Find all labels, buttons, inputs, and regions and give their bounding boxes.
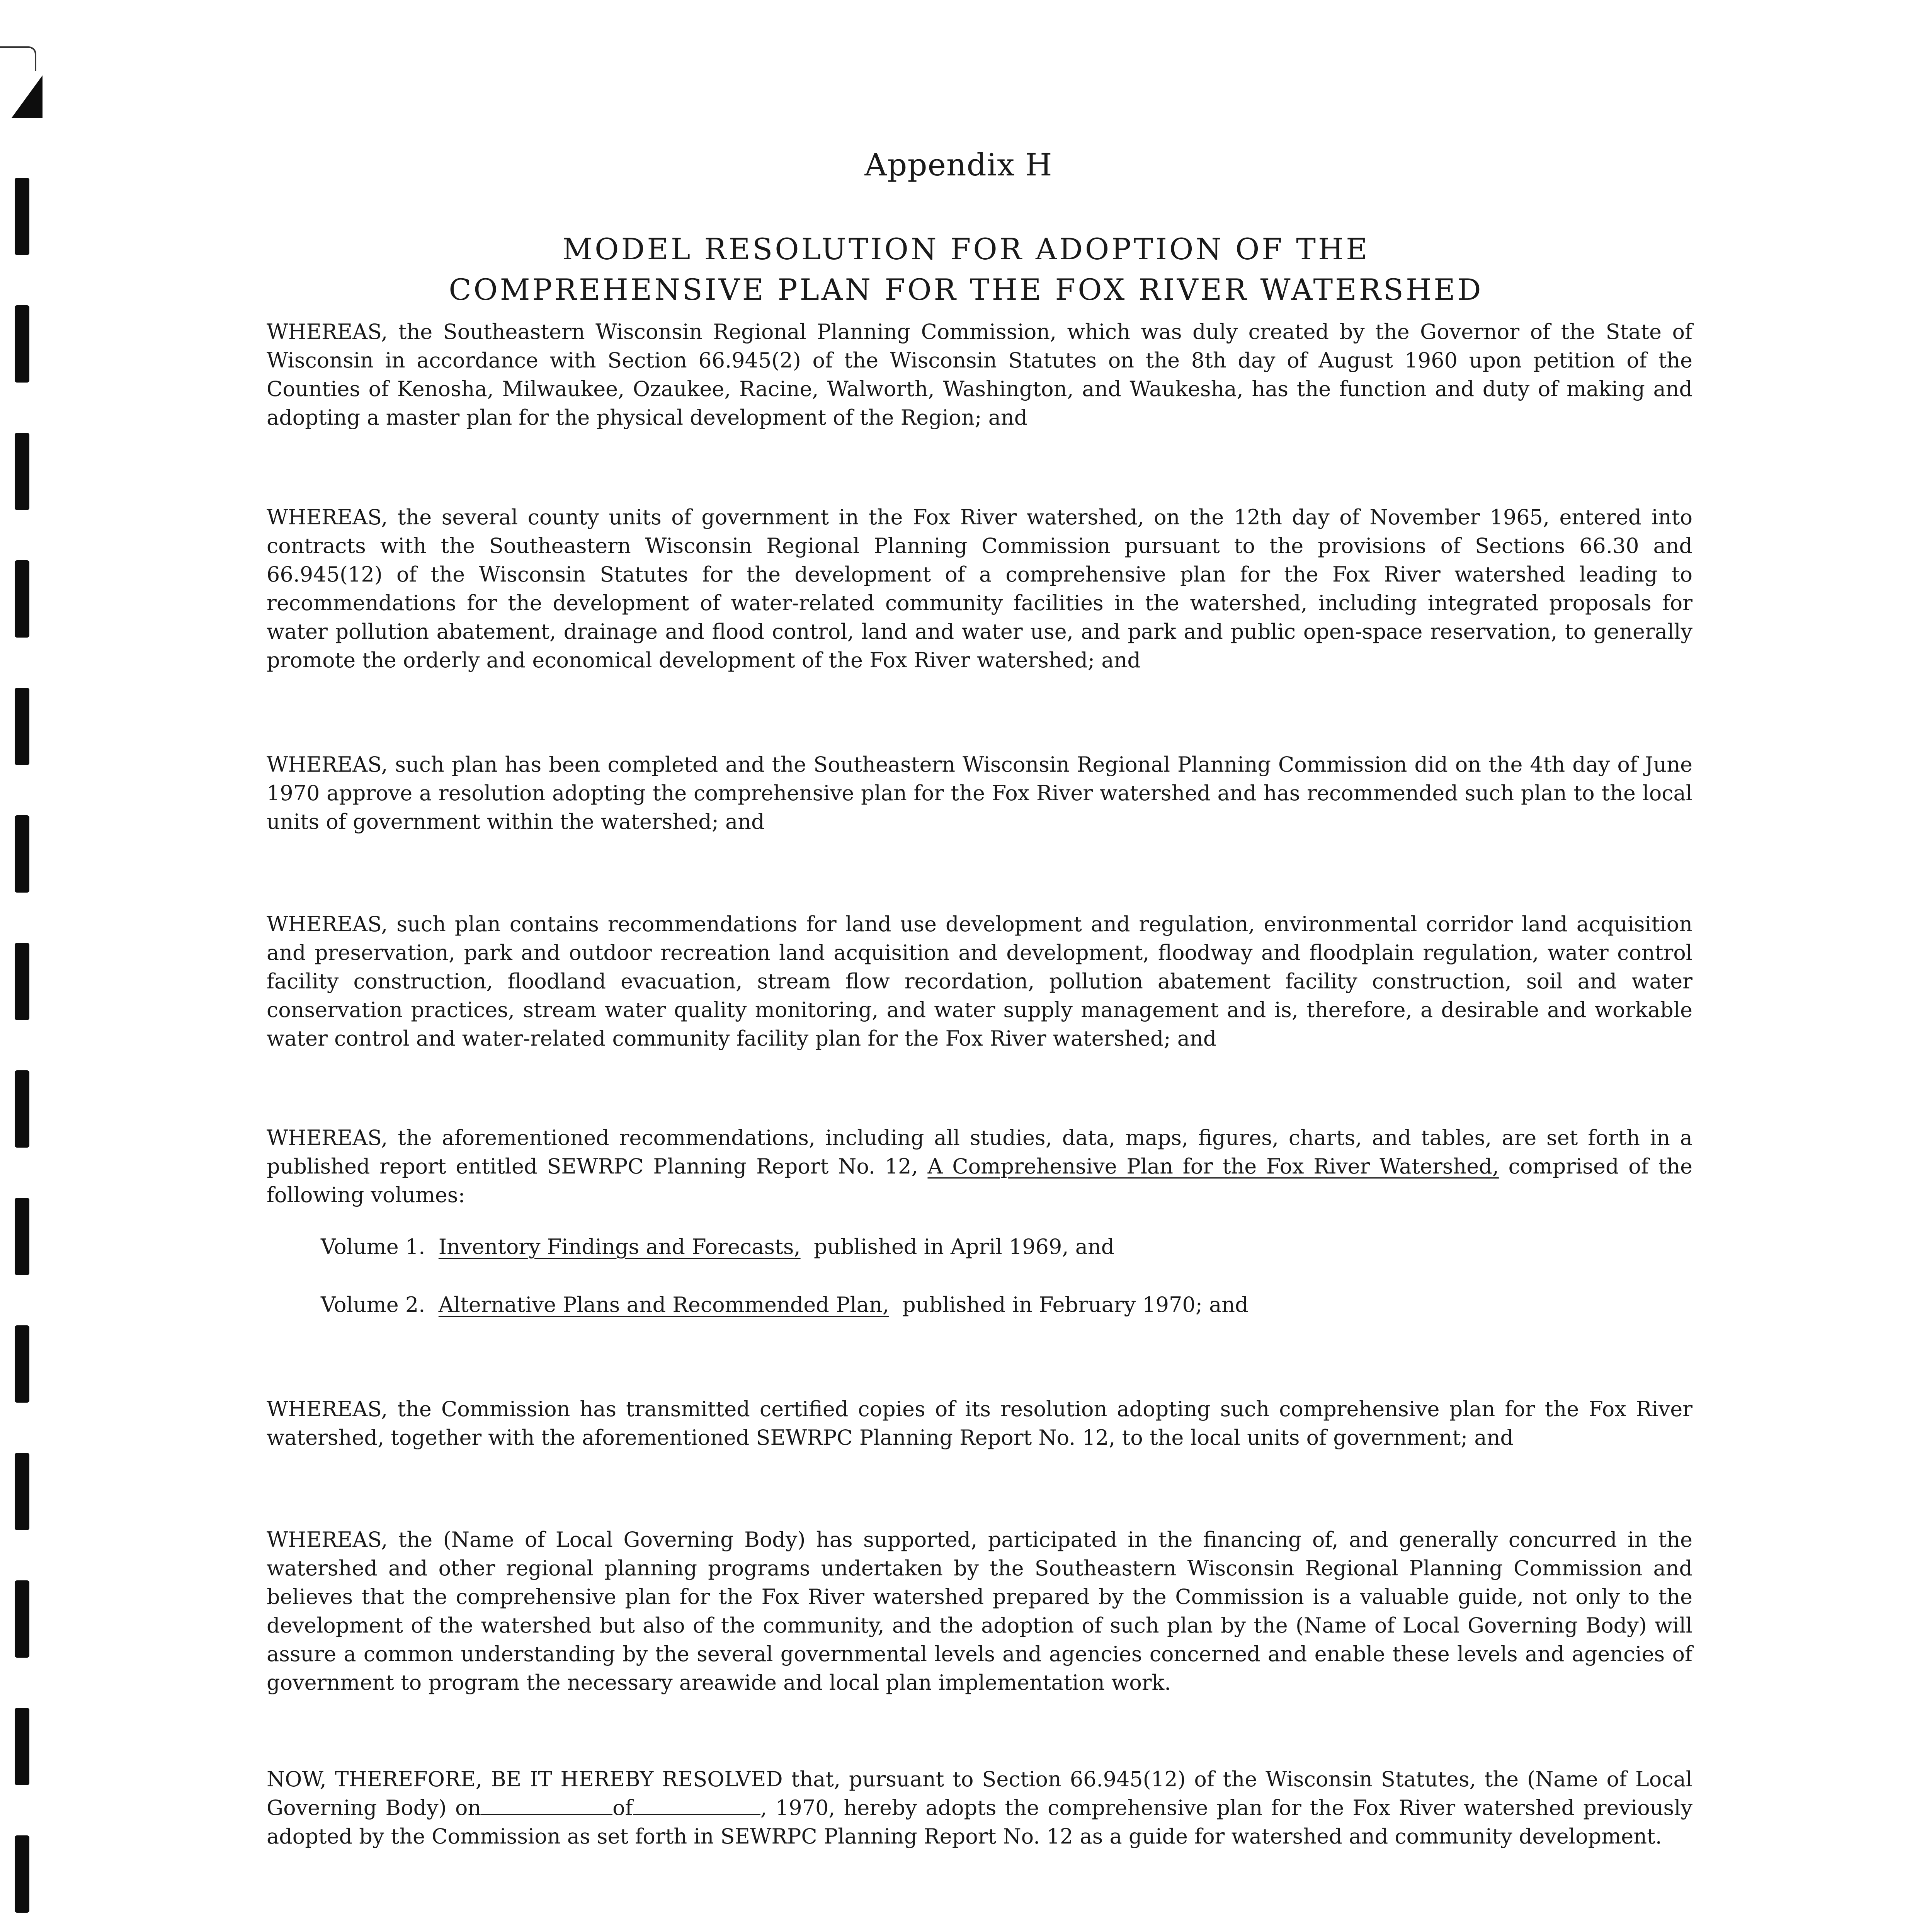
- whereas-paragraph-1: WHEREAS, the Southeastern Wisconsin Regional Planning Commission, which was duly created by the Governor of the State of Wisconsin in accordance with Section 66.945(2) of the Wisconsin Statutes on the 8th day of August 1960 upon petition of the Counties of Kenosha, Milwaukee, Ozaukee, Racine, Walworth, Washington, and Waukesha, has the function and duty of making and adopting a master plan for the physical development of the Region; and: [267, 320, 1692, 430]
- paragraph-5-text-before: WHEREAS, the aforementioned recommendations, including all studies, data, maps, figures, charts, and tables, are set forth in a published report entitled SEWRPC Planning Report No. 12,: [267, 1126, 1692, 1179]
- binding-hole-mark: [15, 688, 29, 765]
- binding-hole-mark: [15, 1708, 29, 1785]
- corner-binding-mark: [12, 75, 43, 118]
- binding-hole-mark: [15, 1325, 29, 1403]
- resolved-text-part-1: NOW, THEREFORE, BE IT HEREBY RESOLVED that, pursuant to Section 66.945(12) of the Wisconsin Statutes, the (Name of Local Governing Body) on: [267, 1767, 1692, 1820]
- binding-hole-mark: [15, 305, 29, 383]
- resolution-title-line-2: COMPREHENSIVE PLAN FOR THE FOX RIVER WATERSHED: [449, 272, 1483, 307]
- resolved-text-of: of: [612, 1796, 633, 1820]
- volume-publication-note: published in April 1969, and: [814, 1235, 1115, 1259]
- binding-hole-mark: [15, 433, 29, 510]
- whereas-paragraph-4: WHEREAS, such plan contains recommendations for land use development and regulation, environmental corridor land acquisition and preservation, park and outdoor recreation land acquisition and development, floodway and floodplain regulation, water control facility construction, floodland evacuation, stream flow recordation, pollution abatement facility construction, soil and water conservation practices, stream water quality monitoring, and water supply management and is, therefore, a desirable and workable water control and water-related community facility plan for the Fox River watershed; and: [267, 912, 1692, 1051]
- paragraph-5-text-after: comprised of the following volumes:: [267, 1154, 1692, 1207]
- day-blank-field[interactable]: [481, 1795, 612, 1815]
- volume-title: Inventory Findings and Forecasts,: [438, 1235, 801, 1259]
- binding-hole-mark: [15, 1580, 29, 1658]
- volume-label: Volume 1.: [321, 1235, 425, 1259]
- binding-hole-mark: [15, 560, 29, 638]
- report-title: A Comprehensive Plan for the Fox River Watershed,: [927, 1154, 1499, 1179]
- whereas-paragraph-7: WHEREAS, the (Name of Local Governing Body) has supported, participated in the financing of, and generally concurred in the watershed and other regional planning programs undertaken by the Southeastern Wisconsin Regional Planning Commission and believes that the comprehensive plan for the Fox River watershed prepared by the Commission is a valuable guide, not only to the development of the watershed but also of the community, and the adoption of such plan by the (Name of Local Governing Body) will assure a common understanding by the several governmental levels and agencies concerned and enable these levels and agencies of government to program the necessary areawide and local plan implementation work.: [267, 1527, 1692, 1695]
- binding-hole-mark: [15, 815, 29, 893]
- volume-2-entry: [321, 1291, 1249, 1319]
- whereas-paragraph-2: WHEREAS, the several county units of government in the Fox River watershed, on the 12th day of November 1965, entered into contracts with the Southeastern Wisconsin Regional Planning Commission pursuant to the provisions of Sections 66.30 and 66.945(12) of the Wisconsin Statutes for the development of a comprehensive plan for the Fox River watershed leading to recommendations for the development of water-related community facilities in the watershed, including integrated proposals for water pollution abatement, drainage and flood control, land and water use, and park and public open-space reservation, to generally promote the orderly and economical development of the Fox River watershed; and: [267, 505, 1692, 672]
- binding-hole-mark: [15, 1198, 29, 1275]
- corner-scratch-mark: [0, 46, 36, 71]
- whereas-paragraph-3: WHEREAS, such plan has been completed and the Southeastern Wisconsin Regional Planning Commission did on the 4th day of June 1970 approve a resolution adopting the comprehensive plan for the Fox River watershed and has recommended such plan to the local units of government within the watershed; and: [267, 752, 1692, 834]
- month-blank-field[interactable]: [633, 1795, 760, 1815]
- binding-hole-mark: [15, 1835, 29, 1913]
- binding-hole-mark: [15, 1453, 29, 1530]
- binding-hole-mark: [15, 943, 29, 1020]
- volume-label: Volume 2.: [321, 1293, 425, 1317]
- whereas-paragraph-6: WHEREAS, the Commission has transmitted certified copies of its resolution adopting such comprehensive plan for the Fox River watershed, together with the aforementioned SEWRPC Planning Report No. 12, to the local units of government; and: [267, 1397, 1692, 1450]
- resolved-paragraph: [267, 1765, 1692, 1851]
- binding-hole-mark: [15, 1070, 29, 1148]
- volume-1-entry: [321, 1233, 1114, 1261]
- volume-publication-note: published in February 1970; and: [902, 1293, 1249, 1317]
- whereas-paragraph-5: [267, 1124, 1692, 1209]
- resolution-title-line-1: MODEL RESOLUTION FOR ADOPTION OF THE: [562, 232, 1370, 266]
- appendix-heading: Appendix H: [864, 147, 1053, 183]
- resolved-text-part-2: , 1970, hereby adopts the comprehensive plan for the Fox River watershed previously adopted by the Commission as set forth in SEWRPC Planning Report No. 12 as a guide for watershed and community development.: [267, 1796, 1692, 1849]
- volume-title: Alternative Plans and Recommended Plan,: [438, 1293, 889, 1317]
